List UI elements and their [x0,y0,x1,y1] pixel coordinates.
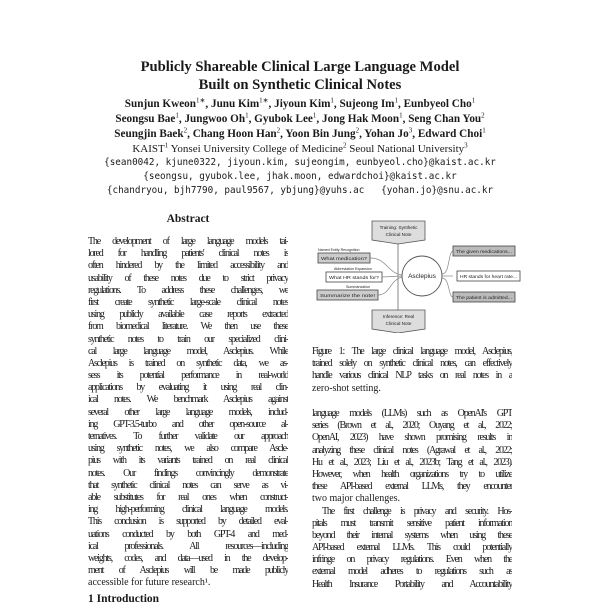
text-line: API-based external LLMs. This could potentially [312,542,512,554]
text-line: Asclepius is trained on synthetic data, we as- [88,357,288,369]
author-affiliation-mark: 3 [408,126,413,135]
author-name: Yohan Jo [364,128,409,140]
email-line-1: {sean0042, kjune0322, jiyoun.kim, sujeongim, eunbyeol.cho}@kaist.ac.kr [104,157,496,168]
author-affiliation-mark: 1 [245,111,249,120]
author-affiliation-mark: 1 [471,96,476,105]
email-line-2: {seongsu, gyubok.lee, jhak.moon, edwardchoi}@kaist.ac.kr [143,171,457,182]
text-line: these API-based external LLMs, they encounter [312,481,512,493]
text-line: zero-shot setting. [312,382,381,394]
author-affiliation-mark: 1 [312,111,317,120]
answer-ner: The given medications... [456,249,512,254]
text-line: sess its potential performance in real-world [88,370,288,382]
text-line: ment of Asclepius will be made publicly [88,565,288,577]
author-name: Jungwoo Oh [184,113,246,125]
author-name: Yoon Bin Jung [285,128,356,140]
text-line: handle various clinical NLP tasks on real notes in a [312,370,512,382]
text-line: cal large language model, Asclepius. While [88,345,288,357]
text-line: usability of these notes due to strict privacy [88,272,288,284]
introduction-right-column [312,408,512,591]
text-line: ing GPT-3.5-turbo and other open-source al- [88,418,288,430]
author-name: Sunjun Kweon [124,98,196,110]
affiliation-name: Seoul National University [349,143,465,155]
text-line: first create synthetic large-scale clinical notes [88,296,288,308]
text-line: The development of large language models tai- [88,236,288,247]
text-line: However, when health organizations try to utilize [312,468,512,480]
text-line: pius with its variants trained on real clinical [88,455,288,467]
training-box-line-2: Clinical Note [385,232,412,237]
author-row: Seungjin Baek$^2$, Chang Hoon Han$^2$, Yoon Bin Jung$^2$, Yohan Jo$^3$, Edward Choi$^1$ [114,126,486,140]
task-prompt-summarization: Summarize the note! [320,294,365,299]
author-affiliation-mark: 2 [481,111,485,120]
author-name: Edward Choi [417,128,483,140]
text-line: weights, codes, and data—used in the develop- [88,552,288,564]
model-name: Asclepius [408,273,436,280]
text-line: regulations. To address these challenges, we [88,284,288,296]
affiliation-mark: 2 [343,141,347,150]
answer-abbreviation: HR stands for heart rate... [460,274,517,279]
text-line: ing high-performing clinical language models. [88,504,288,516]
affiliation-name: KAIST [132,143,165,155]
text-line: ternatives. To further validate our approach [88,431,288,442]
inference-box-line-1: Inference: Real [382,314,415,319]
training-note-box [372,221,425,244]
author-affiliation-mark: 2 [276,126,281,135]
task-prompt-ner: What medication? [321,257,360,262]
author-name: Gyubok Lee [254,113,313,125]
text-line: lored for handling patients' clinical notes is [88,248,288,260]
text-line: Hu et al., 2023; Liu et al., 2023b; Tang et al., 2023). [312,456,512,468]
text-line: applications by evaluating it using real clin- [88,382,288,394]
text-line: synthetic notes to train our specialized clini- [88,333,288,345]
text-line: accessible for future research¹. [88,577,211,589]
author-affiliation-mark: 1∗ [259,96,269,105]
section-heading-introduction: 1 Introduction [88,593,160,605]
text-line: The first challenge is privacy and security. Hos- [322,505,512,517]
paper-title-line-1: Publicly Shareable Clinical Large Language Model [140,59,460,75]
figure-1-caption [312,346,512,395]
answer-summarization: The patient is admitted... [456,295,512,300]
text-line: analyzing these clinical notes (Agrawal et al., 2022; [312,444,512,456]
affiliations [0,143,600,156]
author-row: Seongsu Bae$^1$, Jungwoo Oh$^1$, Gyubok Lee$^1$, Jong Hak Moon$^1$, Seng Chan You$^2$ [115,111,485,125]
author-list [0,97,600,142]
author-name: Seungjin Baek [114,128,184,140]
text-line: that synthetic clinical notes can serve as vi- [88,479,288,491]
training-box-line-1: Training: Synthetic [379,225,418,230]
author-name: Seongsu Bae [115,113,176,125]
text-line: several other large language models, includ- [88,406,288,418]
affiliation-mark: 1 [164,141,169,150]
text-line: OpenAI, 2023) have shown promising results in [312,432,512,444]
author-affiliation-mark: 2 [355,126,360,135]
text-line: ical professionals. All resources—including [88,540,288,552]
text-line: notes. Our findings convincingly demonstrate [88,467,288,479]
text-line: Health Insurance Portability and Accountability [312,578,512,590]
text-line: two major challenges. [312,493,401,505]
author-affiliation-mark: 1 [482,126,486,135]
author-affiliation-mark: 1∗ [196,96,206,105]
text-line: beyond their internal systems when using these [312,529,512,541]
text-line: often hindered by the limited accessibility and [88,260,288,272]
author-name: Junu Kim [210,98,260,110]
author-affiliation-mark: 1 [394,96,398,105]
author-row: Sunjun Kweon$^{1∗}$, Junu Kim$^{1∗}$, Jiyoun Kim$^1$, Sujeong Im$^1$, Eunbyeol Cho$^1$ [124,96,476,110]
author-affiliation-mark: 1 [330,96,334,105]
inference-box-line-2: Clinical Note [385,321,412,326]
paper-title-line-2: Built on Synthetic Clinical Notes [198,77,402,93]
text-line: trained solely on synthetic clinical notes, can effectively [312,358,512,370]
author-name: Seng Chan You [408,113,482,125]
email-line-3: {chandryou, bjh7790, paul9567, ybjung}@yuhs.ac {yohan.jo}@snu.ac.kr [106,185,494,196]
inference-note-box [372,310,425,333]
abstract-heading: Abstract [166,213,210,225]
author-name: Chang Hoon Han [192,128,277,140]
text-line: external model adheres to regulations such as [312,566,512,578]
task-label-abbreviation: Abbreviation Expansion [334,267,372,271]
author-affiliation-mark: 1 [399,111,403,120]
task-label-summarization: Summarization [346,285,370,289]
text-line: uations conducted by both GPT-4 and med- [88,528,288,540]
figure-1-diagram [312,218,522,333]
text-line: ical notes. We benchmark Asclepius against [88,394,288,406]
text-line: infringe on privacy regulations. Even when the [312,554,512,566]
text-line: pitals must transmit sensitive patient information [312,517,512,529]
author-name: Jong Hak Moon [322,113,400,125]
text-line: able substitutes for real ones when construct- [88,491,288,503]
task-prompt-abbreviation: What HR stands for? [329,276,374,281]
abstract-body [88,236,288,589]
author-affiliation-mark: 1 [175,111,179,120]
text-line: This conclusion is supported by detailed eval- [88,516,288,528]
author-name: Sujeong Im [339,98,395,110]
affiliation-mark: 3 [464,141,468,150]
text-line: language models (LLMs) such as OpenAI's GPT [312,408,512,419]
text-line: using synthetic notes, we also compare Ascle- [88,443,288,455]
task-label-ner: Named Entity Recognition [318,248,360,252]
author-affiliation-mark: 2 [183,126,188,135]
text-line: from biomedical literature. We then use these [88,321,288,333]
text-line: series (Brown et al., 2020; Ouyang et al., 2022; [312,420,512,432]
text-line: using publicly available case reports extracted [88,309,288,321]
affiliation-name: Yonsei University College of Medicine [170,143,344,155]
author-name: Jiyoun Kim [274,98,331,110]
text-line: Figure 1: The large clinical language model, Asclepius, [312,346,512,357]
author-name: Eunbyeol Cho [403,98,472,110]
